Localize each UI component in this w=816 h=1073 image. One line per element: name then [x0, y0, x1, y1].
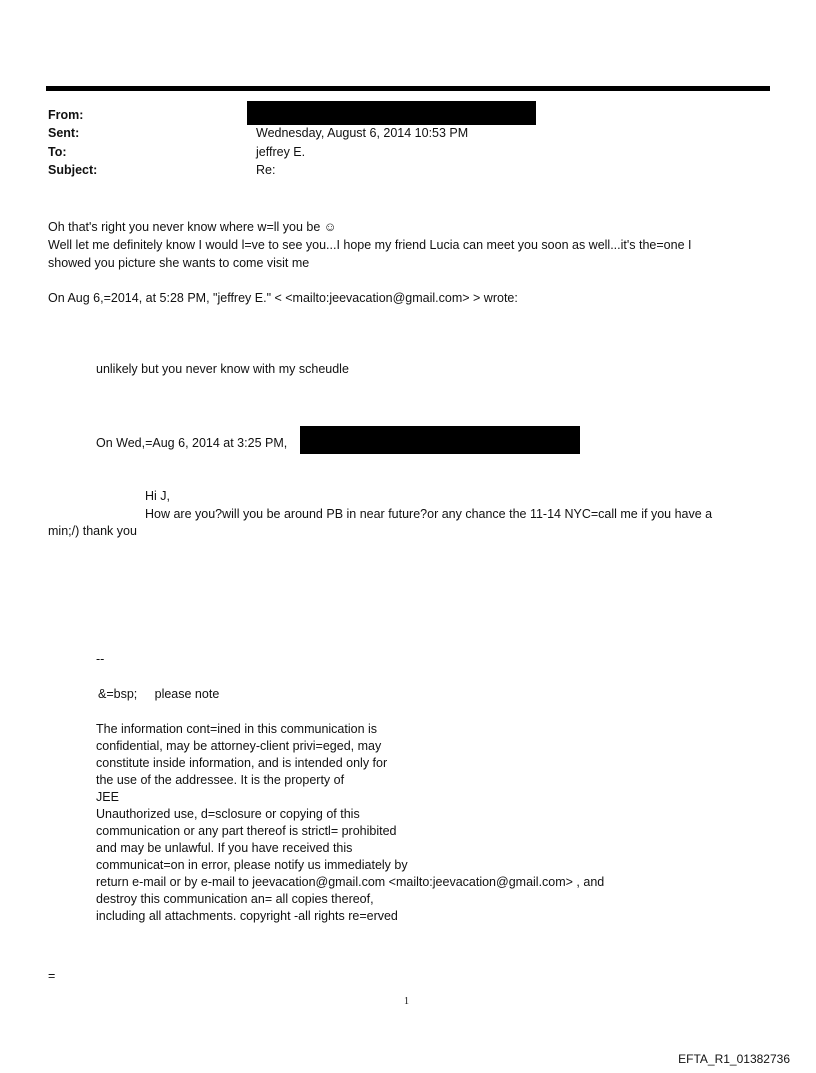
disclaimer-line: confidential, may be attorney-client privi=eged, may: [96, 739, 382, 753]
disclaimer-line: constitute inside information, and is intended only for: [96, 756, 388, 770]
body-line-1: Oh that's right you never know where w=ll you be ☺: [48, 220, 337, 234]
sender-redaction: [300, 426, 580, 454]
greeting: Hi J,: [145, 489, 170, 503]
quote-header: On Aug 6,=2014, at 5:28 PM, "jeffrey E." < <mailto:jeevacation@gmail.com> > wrote:: [48, 291, 518, 305]
message-line-1: How are you?will you be around PB in near future?or any chance the 11-14 NYC=call me if you have a: [145, 507, 713, 521]
body-line-3: showed you picture she wants to come visit me: [48, 256, 310, 270]
trailing-equals: =: [48, 969, 56, 983]
disclaimer-line: JEE: [96, 790, 119, 804]
disclaimer-line: including all attachments. copyright -all rights re=erved: [96, 909, 398, 923]
disclaimer-line: communicat=on in error, please notify us immediately by: [96, 858, 408, 872]
disclaimer-line: return e-mail or by e-mail to jeevacation@gmail.com <mailto:jeevacation@gmail.com> , and: [96, 875, 605, 889]
sent-value: Wednesday, August 6, 2014 10:53 PM: [256, 126, 469, 140]
page-number: 1: [404, 996, 409, 1007]
message-line-2: min;/) thank you: [48, 524, 137, 538]
subject-value: Re:: [256, 163, 276, 177]
disclaimer-line: communication or any part thereof is strictl= prohibited: [96, 824, 397, 838]
sent-label: Sent:: [48, 126, 80, 140]
header-rule: [46, 86, 770, 91]
disclaimer-line: The information cont=ined in this communication is: [96, 722, 378, 736]
quote2-header: On Wed,=Aug 6, 2014 at 3:25 PM,: [96, 436, 288, 450]
disclaimer-line: the use of the addressee. It is the property of: [96, 773, 345, 787]
disclaimer-line: and may be unlawful. If you have received this: [96, 841, 353, 855]
to-value: jeffrey E.: [256, 145, 306, 159]
reply-text: unlikely but you never know with my scheudle: [96, 362, 349, 376]
disclaimer-line: destroy this communication an= all copies thereof,: [96, 892, 374, 906]
signature-dash: --: [96, 652, 105, 666]
signature-note: &=bsp; please note: [98, 687, 220, 701]
from-label: From:: [48, 108, 84, 122]
body-line-2: Well let me definitely know I would l=ve to see you...I hope my friend Lucia can meet you soon as well...it's the=one I: [48, 238, 692, 252]
disclaimer-line: Unauthorized use, d=sclosure or copying of this: [96, 807, 360, 821]
to-label: To:: [48, 145, 67, 159]
from-redaction: [247, 101, 536, 125]
document-id: EFTA_R1_01382736: [678, 1052, 790, 1066]
subject-label: Subject:: [48, 163, 98, 177]
